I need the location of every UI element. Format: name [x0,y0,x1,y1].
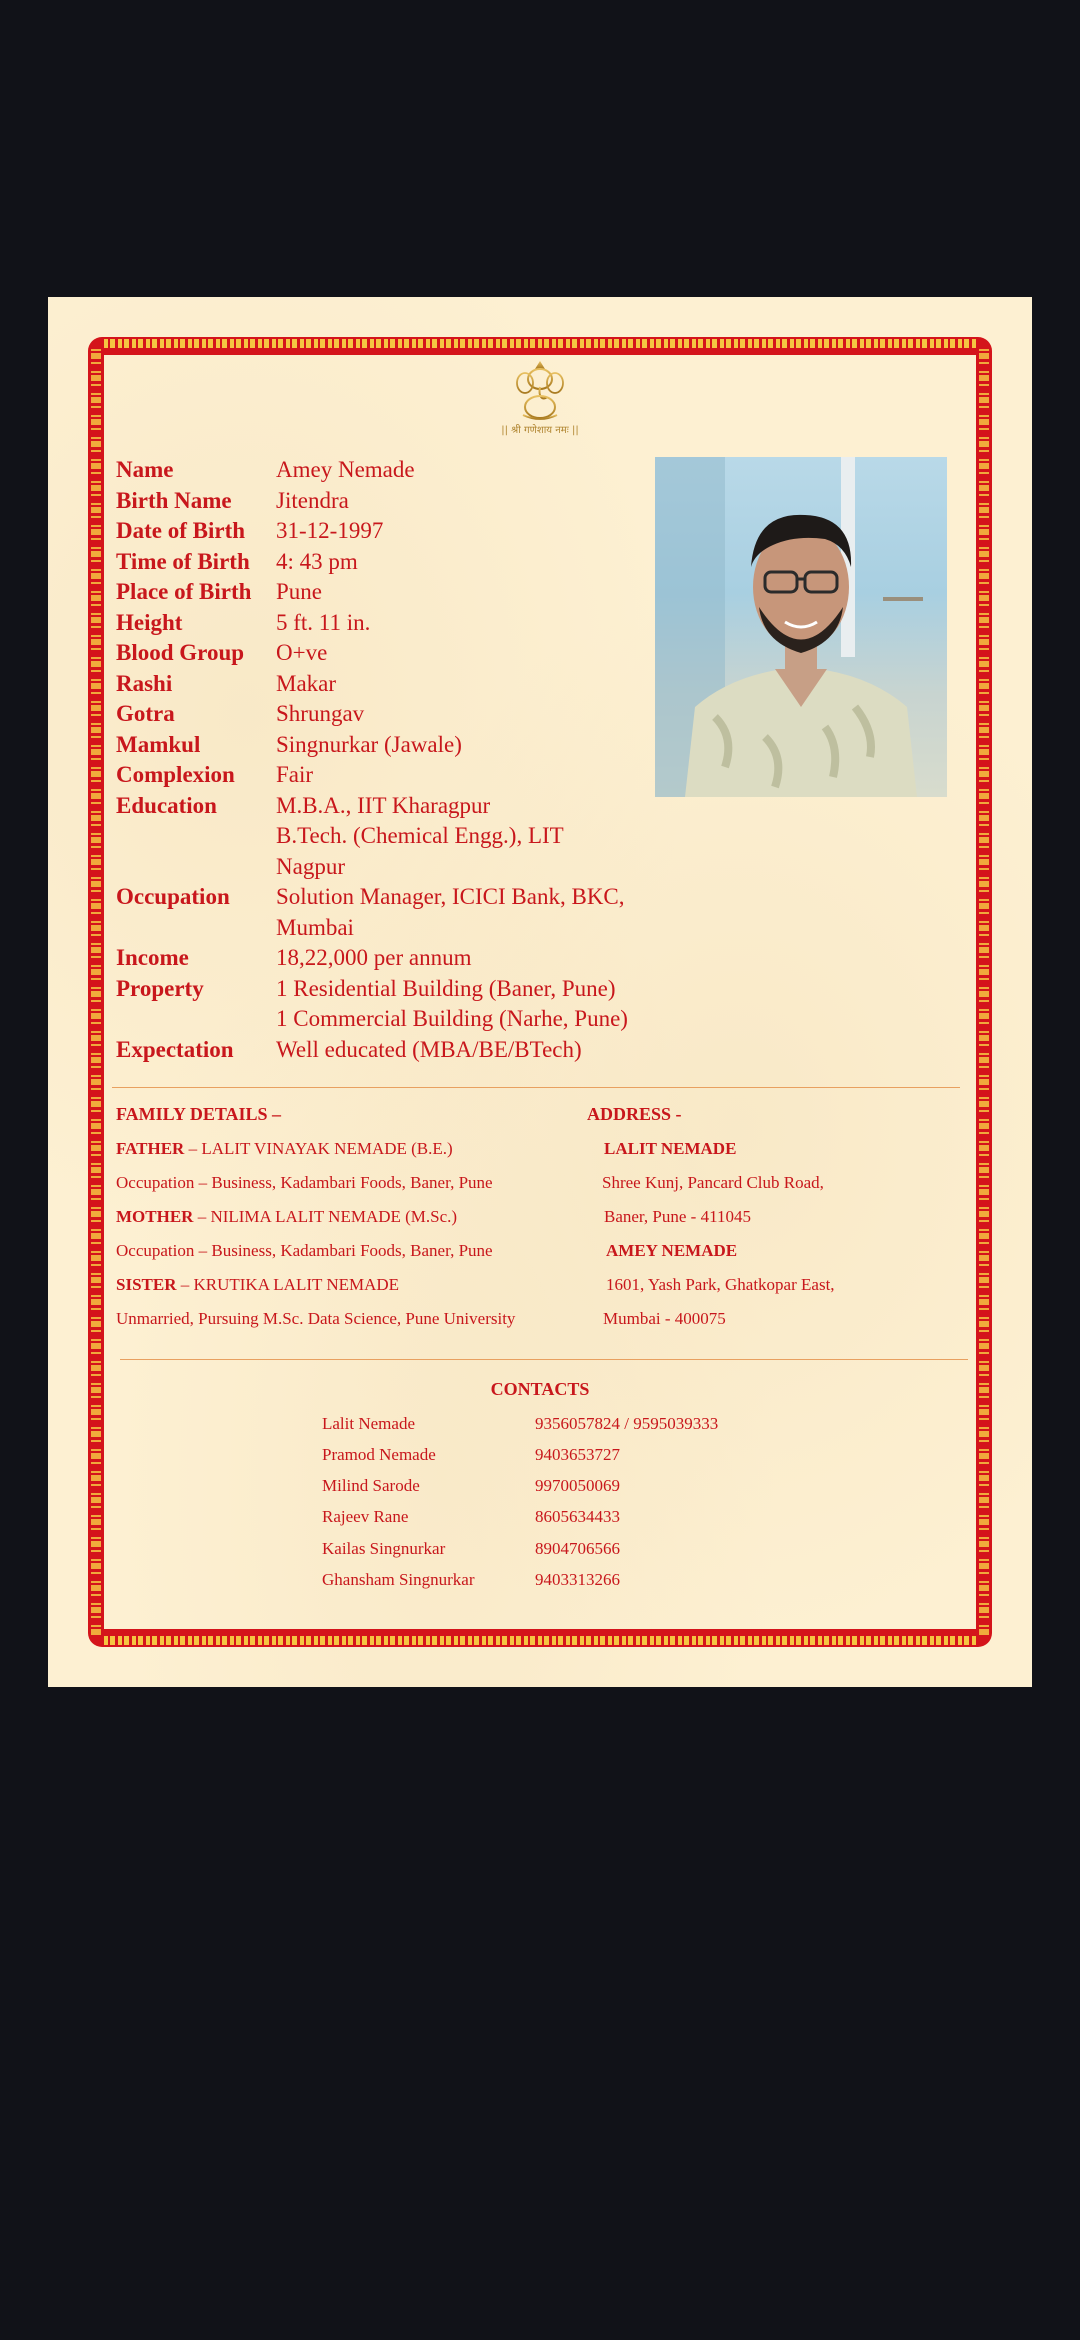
detail-value: O+ve [276,640,328,665]
detail-value: Singnurkar (Jawale) [276,731,462,757]
border-pattern-bottom [104,1636,976,1645]
father-value: – LALIT VINAYAK NEMADE (B.E.) [184,1139,453,1158]
separator-line [120,1359,968,1360]
contact-name: Pramod Nemade [322,1445,436,1464]
contact-number: 9403653727 [535,1445,620,1464]
contact-name: Milind Sarode [322,1476,420,1495]
sister-value: – KRUTIKA LALIT NEMADE [176,1275,400,1294]
detail-label: Mamkul [116,731,201,757]
mother-line [116,1207,457,1227]
biodata-sheet [48,297,1032,1687]
contact-number: 8904706566 [535,1539,620,1558]
contact-name: Ghansham Singnurkar [322,1570,475,1589]
sister-line [116,1275,399,1295]
detail-label: Birth Name [116,487,232,513]
detail-label: Education [116,792,217,818]
portrait-illustration [655,457,947,797]
detail-value: Amey Nemade [276,457,415,482]
detail-label: Name [116,457,174,482]
mother-occupation: Occupation – Business, Kadambari Foods, Baner, Pune [116,1241,493,1260]
detail-value: Solution Manager, ICICI Bank, BKC, [276,884,625,909]
detail-label: Occupation [116,884,230,909]
detail-value: Well educated (MBA/BE/BTech) [276,1036,582,1062]
mother-label: MOTHER [116,1207,194,1226]
detail-value: 1 Commercial Building (Narhe, Pune) [276,1006,628,1031]
contact-name: Lalit Nemade [322,1414,415,1433]
sister-label: SISTER [116,1275,177,1294]
detail-value: 5 ft. 11 in. [276,609,371,635]
detail-label: Income [116,945,189,970]
deity-caption: || श्री गणेशाय नमः || [501,425,579,436]
mother-value: – NILIMA LALIT NEMADE (M.Sc.) [193,1207,458,1226]
border-pattern-right [979,349,989,1635]
border-pattern-top [104,339,976,348]
contacts-heading: CONTACTS [490,1379,590,1399]
border-pattern-left [91,349,101,1635]
father-label: FATHER [116,1139,185,1158]
detail-value: Makar [276,670,337,696]
family-heading: FAMILY DETAILS – [116,1104,282,1124]
detail-value: B.Tech. (Chemical Engg.), LIT [276,823,564,848]
detail-value: Nagpur [276,853,345,879]
detail-value: Shrungav [276,701,365,726]
detail-label: Time of Birth [116,548,250,574]
detail-value: 1 Residential Building (Baner, Pune) [276,975,616,1001]
contact-number: 9970050069 [535,1476,620,1495]
detail-label: Date of Birth [116,518,246,543]
detail-value: Mumbai [276,914,354,940]
detail-value: M.B.A., IIT Kharagpur [276,792,491,818]
detail-label: Gotra [116,701,175,726]
father-occupation: Occupation – Business, Kadambari Foods, Baner, Pune [116,1173,493,1192]
address-line-1b: Baner, Pune - 411045 [604,1207,751,1226]
contact-name: Kailas Singnurkar [322,1539,446,1558]
sister-status: Unmarried, Pursuing M.Sc. Data Science, Pune University [116,1309,516,1328]
detail-value: Jitendra [276,487,349,513]
profile-photo [655,457,947,797]
address-name-2: AMEY NEMADE [606,1241,738,1260]
detail-value: 18,22,000 per annum [276,945,472,970]
detail-label: Place of Birth [116,579,252,604]
detail-value: 31-12-1997 [276,518,384,543]
address-heading: ADDRESS - [587,1104,682,1124]
detail-label: Property [116,975,204,1001]
father-line [116,1139,453,1159]
address-line-2a: 1601, Yash Park, Ghatkopar East, [606,1275,835,1294]
address-line-2b: Mumbai - 400075 [603,1309,726,1328]
detail-label: Rashi [116,670,173,696]
detail-label: Expectation [116,1036,234,1062]
detail-value: Pune [276,579,322,604]
contact-number: 9403313266 [535,1570,620,1589]
detail-value: 4: 43 pm [276,548,358,574]
detail-label: Blood Group [116,640,245,665]
address-name-1: LALIT NEMADE [604,1139,737,1158]
detail-value: Fair [276,762,314,787]
address-line-1a: Shree Kunj, Pancard Club Road, [602,1173,824,1192]
contact-name: Rajeev Rane [322,1507,409,1526]
detail-label: Complexion [116,762,235,787]
separator-line [112,1087,960,1088]
contact-number: 8605634433 [535,1507,620,1526]
contact-number: 9356057824 / 9595039333 [535,1414,719,1433]
detail-label: Height [116,609,183,635]
